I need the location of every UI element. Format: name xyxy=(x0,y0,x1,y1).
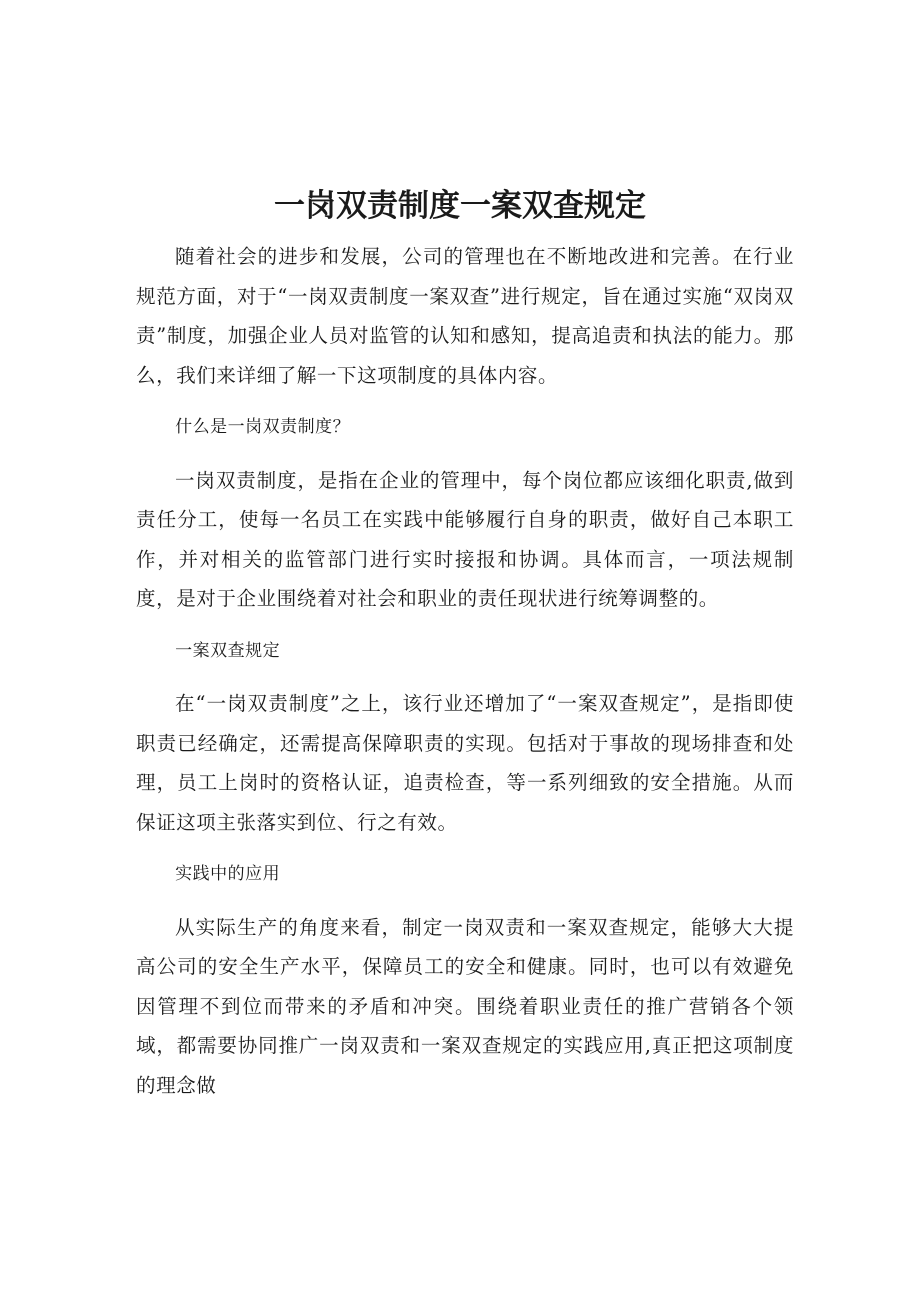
section-heading-double-check: 一案双查规定 xyxy=(175,640,281,661)
section-heading-practice: 实践中的应用 xyxy=(175,864,281,884)
double-check-paragraph: 在“一岗双责制度”之上，该行业还增加了“一案双查规定”，是指即使职责已经确定，还需提高保障职责的实现。包括对于事故的现场排查和处理，员工上岗时的资格认证，追责检查，等一系列细致的安全措施。从而保证这项主张落实到位、行之有效。 xyxy=(136,692,794,834)
definition-paragraph: 一岗双责制度，是指在企业的管理中，每个岗位都应该细化职责,做到责任分工，使每一名员工在实践中能够履行自身的职责，做好自己本职工作，并对相关的监管部门进行实时接报和协调。具体而言，一项法规制度，是对于企业围绕着对社会和职业的责任现状进行统筹调整的。 xyxy=(136,468,794,610)
document-body xyxy=(136,237,794,1118)
section-heading-what-is: 什么是一岗双责制度？ xyxy=(175,417,351,437)
intro-paragraph: 随着社会的进步和发展，公司的管理也在不断地改进和完善。在行业规范方面，对于“一岗双责制度一案双查”进行规定，旨在通过实施“双岗双责”制度，加强企业人员对监管的认知和感知，提高追责和执法的能力。那么，我们来详细了解一下这项制度的具体内容。 xyxy=(136,245,794,387)
practice-paragraph: 从实际生产的角度来看，制定一岗双责和一案双查规定，能够大大提高公司的安全生产水平，保障员工的安全和健康。同时，也可以有效避免因管理不到位而带来的矛盾和冲突。围绕着职业责任的推广营销各个领域，都需要协同推广一岗双责和一案双查规定的实践应用,真正把这项制度的理念做 xyxy=(136,915,794,1097)
page-title: 一岗双责制度一案双查规定 xyxy=(274,188,646,224)
